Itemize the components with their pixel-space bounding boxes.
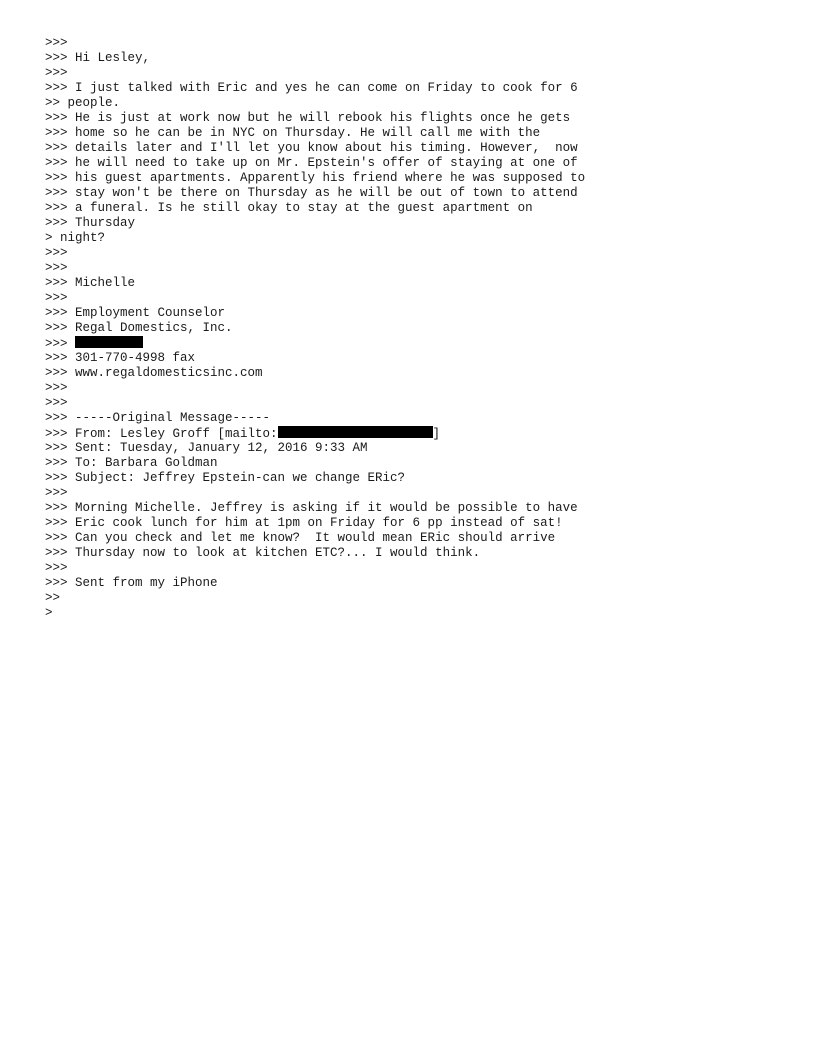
text-line: > (45, 606, 53, 620)
greeting-line: >>> Hi Lesley, (45, 51, 151, 65)
text-line: >> (45, 591, 61, 605)
signature-name: >>> Michelle (45, 276, 136, 290)
text-line: >>> a funeral. Is he still okay to stay at the guest apartment on (45, 201, 533, 215)
text-line: >>> (45, 261, 68, 275)
text-line: >>> details later and I'll let you know about his timing. However, now (45, 141, 578, 155)
text-line: >>> (45, 291, 68, 305)
from-prefix: >>> From: Lesley Groff [mailto: (45, 427, 278, 441)
text-line: >>> Can you check and let me know? It would mean ERic should arrive (45, 531, 556, 545)
from-line (45, 426, 785, 441)
sent-from-line: >>> Sent from my iPhone (45, 576, 218, 590)
text-line: >>> Thursday now to look at kitchen ETC?... I would think. (45, 546, 481, 560)
text-line: >>> (45, 66, 68, 80)
text-line: >>> Morning Michelle. Jeffrey is asking if it would be possible to have (45, 501, 578, 515)
text-line: >>> his guest apartments. Apparently his friend where he was supposed to (45, 171, 586, 185)
text-line: >>> (45, 396, 68, 410)
signature-company: >>> Regal Domestics, Inc. (45, 321, 233, 335)
sent-line: >>> Sent: Tuesday, January 12, 2016 9:33 AM (45, 441, 368, 455)
text-line: >>> (45, 246, 68, 260)
redacted-phone-line (45, 336, 785, 351)
text-line: >>> I just talked with Eric and yes he can come on Friday to cook for 6 (45, 81, 578, 95)
text-line: >>> (45, 36, 68, 50)
text-line: >>> (45, 486, 68, 500)
text-line: >> people. (45, 96, 121, 110)
text-line: >>> (45, 381, 68, 395)
text-line: > night? (45, 231, 106, 245)
text-line: >>> Thursday (45, 216, 136, 230)
quote-prefix: >>> (45, 337, 76, 351)
text-line: >>> stay won't be there on Thursday as he will be out of town to attend (45, 186, 578, 200)
text-line: >>> he will need to take up on Mr. Epstein's offer of staying at one of (45, 156, 578, 170)
from-suffix: ] (432, 427, 441, 441)
signature-fax: >>> 301-770-4998 fax (45, 351, 196, 365)
text-line: >>> Eric cook lunch for him at 1pm on Friday for 6 pp instead of sat! (45, 516, 563, 530)
original-message-header: >>> -----Original Message----- (45, 411, 271, 425)
email-thread-body (45, 36, 785, 621)
text-line: >>> He is just at work now but he will rebook his flights once he gets (45, 111, 571, 125)
text-line: >>> home so he can be in NYC on Thursday. He will call me with the (45, 126, 541, 140)
signature-title: >>> Employment Counselor (45, 306, 226, 320)
to-line: >>> To: Barbara Goldman (45, 456, 218, 470)
redaction-block (75, 336, 143, 348)
signature-website: >>> www.regaldomesticsinc.com (45, 366, 263, 380)
text-line: >>> (45, 561, 68, 575)
redaction-block (278, 426, 433, 438)
subject-line: >>> Subject: Jeffrey Epstein-can we change ERic? (45, 471, 406, 485)
